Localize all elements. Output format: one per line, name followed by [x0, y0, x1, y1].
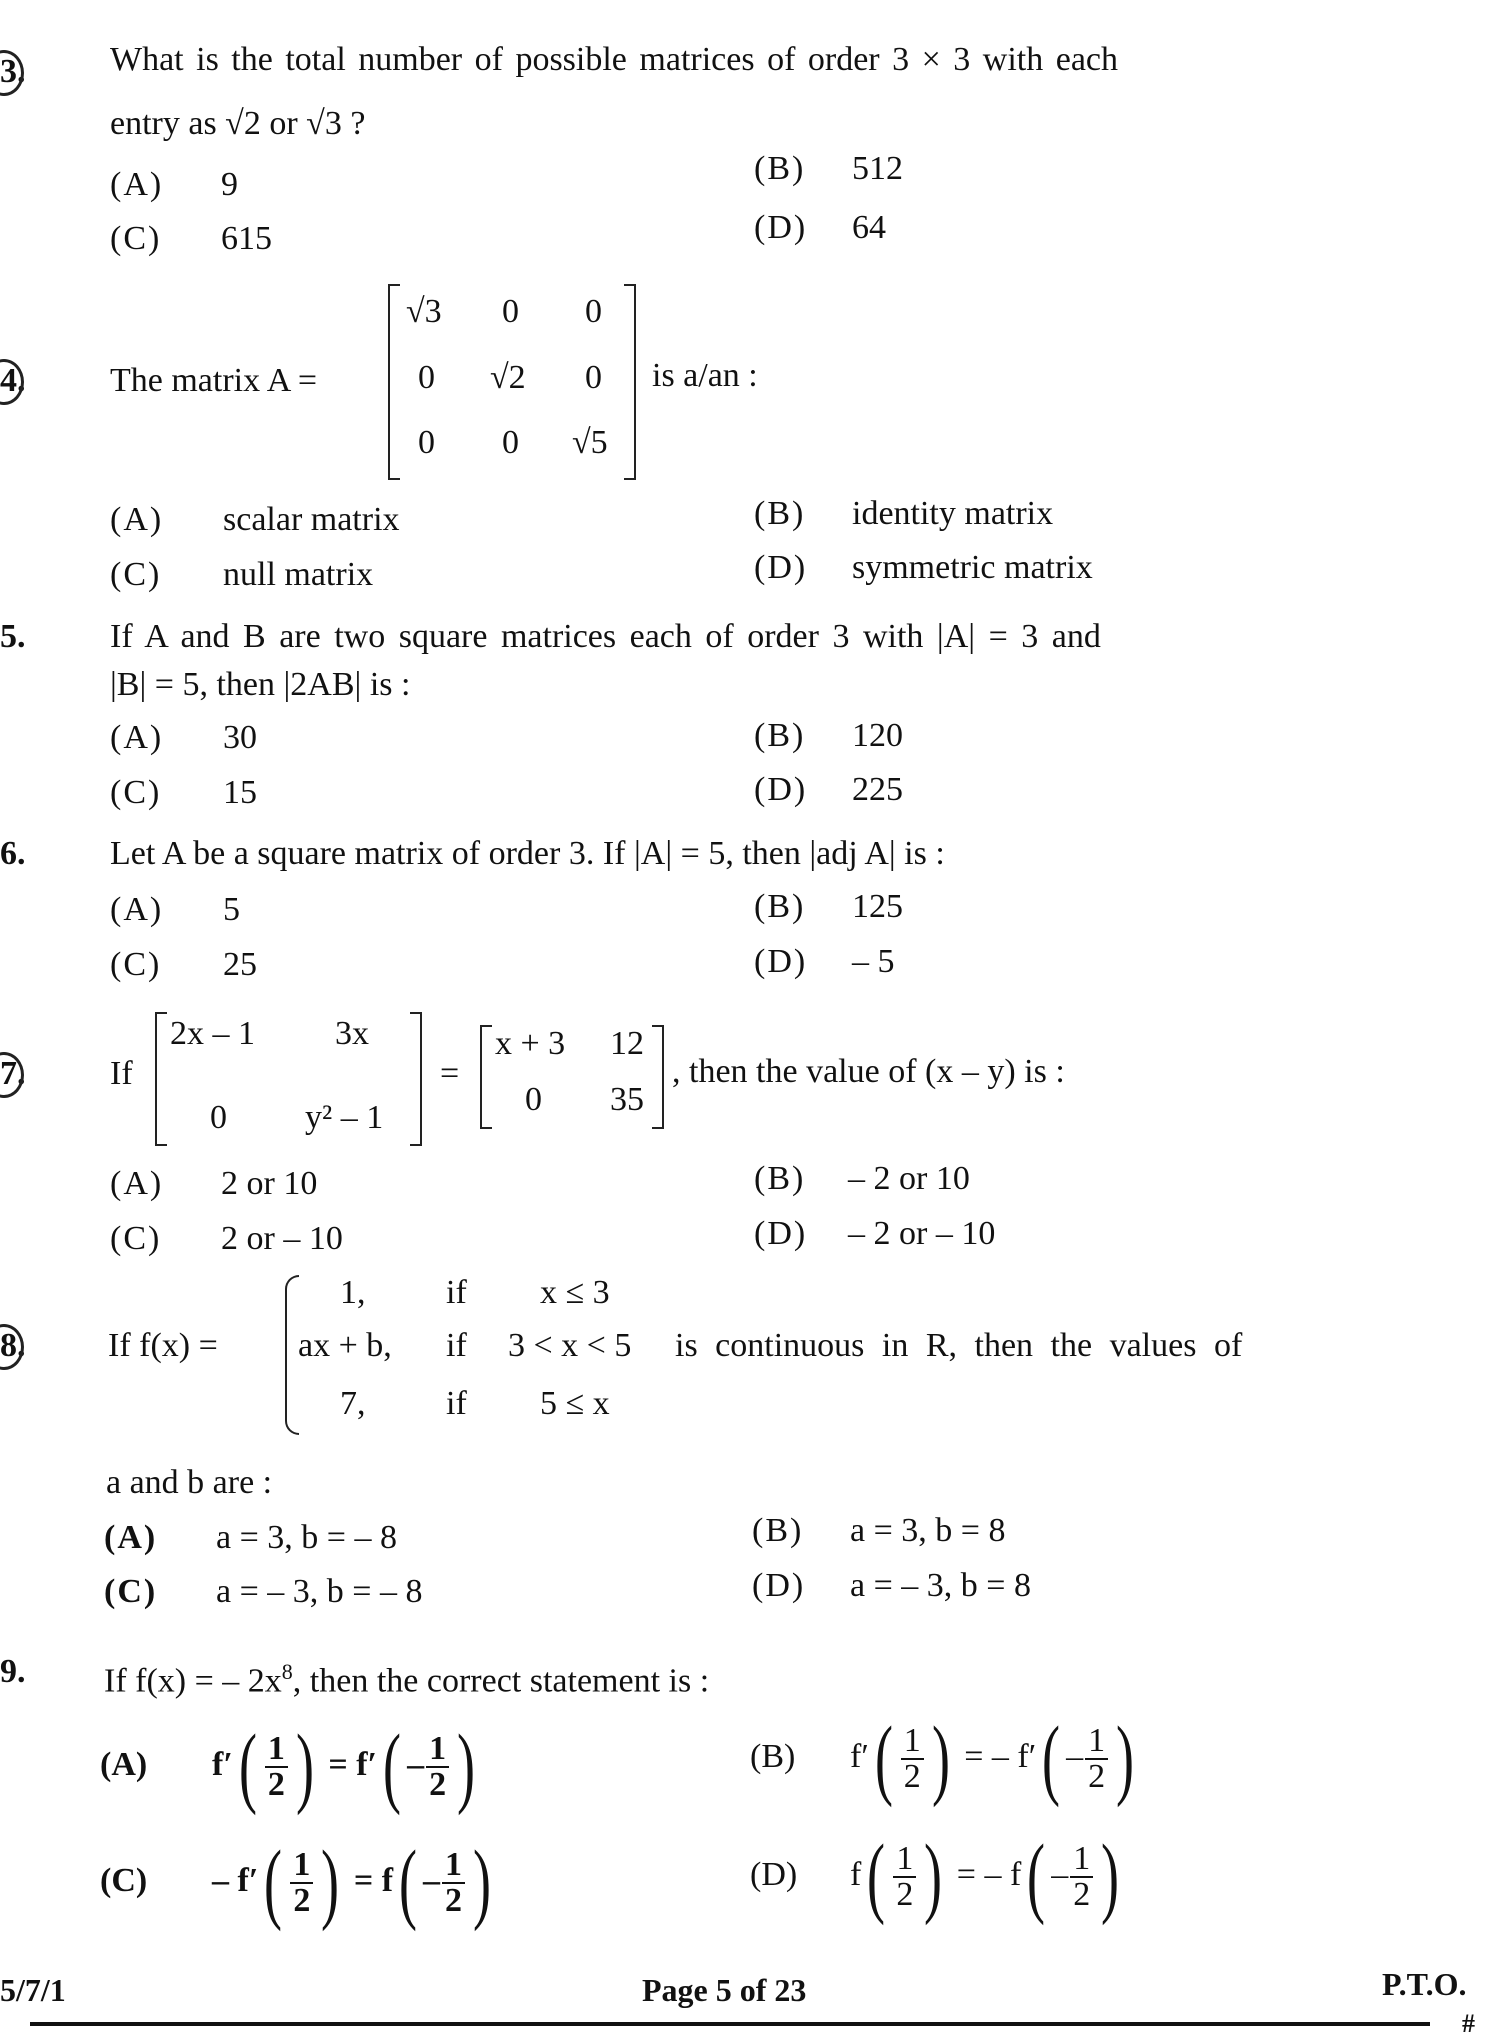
option-value: 9 [221, 166, 238, 203]
matrix-cell: √2 [490, 359, 526, 396]
matrix-cell: √5 [572, 424, 608, 461]
option-value: 2 or – 10 [221, 1220, 343, 1257]
matrix-cell: 3x [335, 1015, 369, 1052]
cases-brace [285, 1275, 299, 1435]
option-value: 512 [852, 150, 903, 187]
matrix-cell: 0 [418, 424, 435, 461]
equals-sign: = [440, 1055, 460, 1092]
question-text: What is the total number of possible matrices of order 3 × 3 with each [110, 41, 1119, 78]
matrix-cell: y² – 1 [305, 1099, 384, 1136]
matrix-bracket-right [410, 1012, 422, 1146]
matrix-bracket-left [155, 1012, 167, 1146]
case-if: if [446, 1274, 467, 1311]
matrix-cell: 12 [610, 1025, 644, 1062]
option-label: (A) [110, 166, 164, 203]
option-value: a = 3, b = 8 [850, 1512, 1006, 1549]
matrix-cell: 0 [210, 1099, 227, 1136]
option-value: 2 or 10 [221, 1165, 318, 1202]
option-label: (B) [754, 1160, 806, 1197]
question-text: Let A be a square matrix of order 3. If |A| = 5, then |adj A| is : [110, 835, 945, 872]
option-label: (C) [110, 1220, 162, 1257]
matrix-bracket-left [480, 1025, 492, 1129]
option-label: (D) [754, 1215, 808, 1252]
option-value: – 2 or – 10 [848, 1215, 996, 1252]
question-text: If A and B are two square matrices each of order 3 with |A| = 3 and [110, 618, 1101, 655]
option-label: (B) [754, 495, 806, 532]
matrix-cell: x + 3 [495, 1025, 566, 1062]
case-cond: x ≤ 3 [540, 1274, 610, 1311]
option-label: (A) [104, 1519, 158, 1556]
question-text: If [110, 1055, 133, 1092]
option-value: a = 3, b = – 8 [216, 1519, 397, 1556]
question-text: The matrix A = [110, 362, 318, 399]
case-cond: 3 < x < 5 [508, 1327, 632, 1364]
option-b: (B) f′( $\frac{1}{2}$ ) = – f′( – $\frac{1}{2}$ ) [750, 1709, 1135, 1809]
option-label: (D) [754, 943, 808, 980]
option-d: (D) f( $\frac{1}{2}$ ) = – f( – $\frac{1}{2}$ ) [750, 1827, 1120, 1927]
matrix-cell: 0 [502, 424, 519, 461]
question-number: 5. [0, 618, 26, 655]
case-if: if [446, 1385, 467, 1422]
page-number: Page 5 of 23 [642, 1972, 807, 2008]
question-number: 6. [0, 835, 26, 872]
option-label: (C) [110, 556, 162, 593]
option-value: 120 [852, 717, 903, 754]
matrix-cell: 0 [585, 293, 602, 330]
matrix-cell: 0 [585, 359, 602, 396]
matrix-bracket-right [652, 1025, 664, 1129]
option-label: (D) [754, 771, 808, 808]
option-value: scalar matrix [223, 501, 400, 538]
question-text: If f(x) = [108, 1327, 218, 1364]
option-value: 15 [223, 774, 257, 811]
option-value: – 5 [852, 943, 895, 980]
question-text: a and b are : [106, 1464, 273, 1501]
case-if: if [446, 1327, 467, 1364]
case-expr: 7, [340, 1385, 366, 1422]
option-label: (D) [754, 549, 808, 586]
option-label: (A) [110, 1165, 164, 1202]
footer-rule [30, 2022, 1430, 2026]
matrix-cell: 0 [418, 359, 435, 396]
option-value: – 2 or 10 [848, 1160, 970, 1197]
question-text: |B| = 5, then |2AB| is : [110, 666, 411, 703]
option-value: 125 [852, 888, 903, 925]
option-label: (B) [754, 888, 806, 925]
option-label: (C) [110, 946, 162, 983]
question-text: , then the value of (x – y) is : [672, 1053, 1065, 1090]
question-number: 7. [0, 1054, 26, 1094]
option-label: (A) [110, 501, 164, 538]
option-label: (C) [104, 1573, 158, 1610]
option-label: (A) [110, 719, 164, 756]
option-label: (D) [752, 1567, 806, 1604]
option-label: (A) [110, 891, 164, 928]
matrix-bracket-right [624, 284, 636, 480]
question-text: If f(x) = – $2x^8$, then the correct statement is : [104, 1659, 710, 1700]
option-value: a = – 3, b = – 8 [216, 1573, 423, 1610]
case-expr: ax + b, [298, 1327, 392, 1364]
option-label: (B) [754, 150, 806, 187]
option-label: (C) [110, 774, 162, 811]
option-value: 30 [223, 719, 257, 756]
question-text: entry as √2 or √3 ? [110, 105, 366, 142]
option-label: (B) [752, 1512, 804, 1549]
option-value: identity matrix [852, 495, 1054, 532]
option-value: 225 [852, 771, 903, 808]
question-text: is continuous in R, then the values of [675, 1327, 1243, 1364]
question-text: is a/an : [652, 357, 758, 394]
option-label: (C) [110, 220, 162, 257]
pto-label: P.T.O. [1382, 1966, 1467, 2002]
question-number: 8. [0, 1326, 26, 1366]
option-label: (D) [754, 209, 808, 246]
matrix-cell: 0 [502, 293, 519, 330]
matrix-bracket-left [388, 284, 400, 480]
matrix-cell: 0 [525, 1081, 542, 1118]
matrix-cell: 2x – 1 [170, 1015, 255, 1052]
option-value: a = – 3, b = 8 [850, 1567, 1031, 1604]
question-number: 9. [0, 1653, 26, 1690]
option-a: (A) f′( $\frac{1}{2}$ ) = f′( – $\frac{1}{2}$ ) [100, 1717, 476, 1817]
question-number: 4. [0, 361, 26, 401]
option-value: 5 [223, 891, 240, 928]
matrix-cell: √3 [406, 293, 442, 330]
option-c: (C) – f′( $\frac{1}{2}$ ) = f( – $\frac{1}{2}$ ) [100, 1833, 492, 1933]
option-value: symmetric matrix [852, 549, 1093, 586]
question-number: 3. [0, 52, 26, 92]
option-value: 64 [852, 209, 886, 246]
matrix-cell: 35 [610, 1081, 644, 1118]
option-label: (B) [754, 717, 806, 754]
paper-code: 5/7/1 [0, 1972, 66, 2008]
hash-mark: # [1462, 2009, 1475, 2038]
case-expr: 1, [340, 1274, 366, 1311]
option-value: 25 [223, 946, 257, 983]
option-value: 615 [221, 220, 272, 257]
case-cond: 5 ≤ x [540, 1385, 610, 1422]
option-value: null matrix [223, 556, 374, 593]
